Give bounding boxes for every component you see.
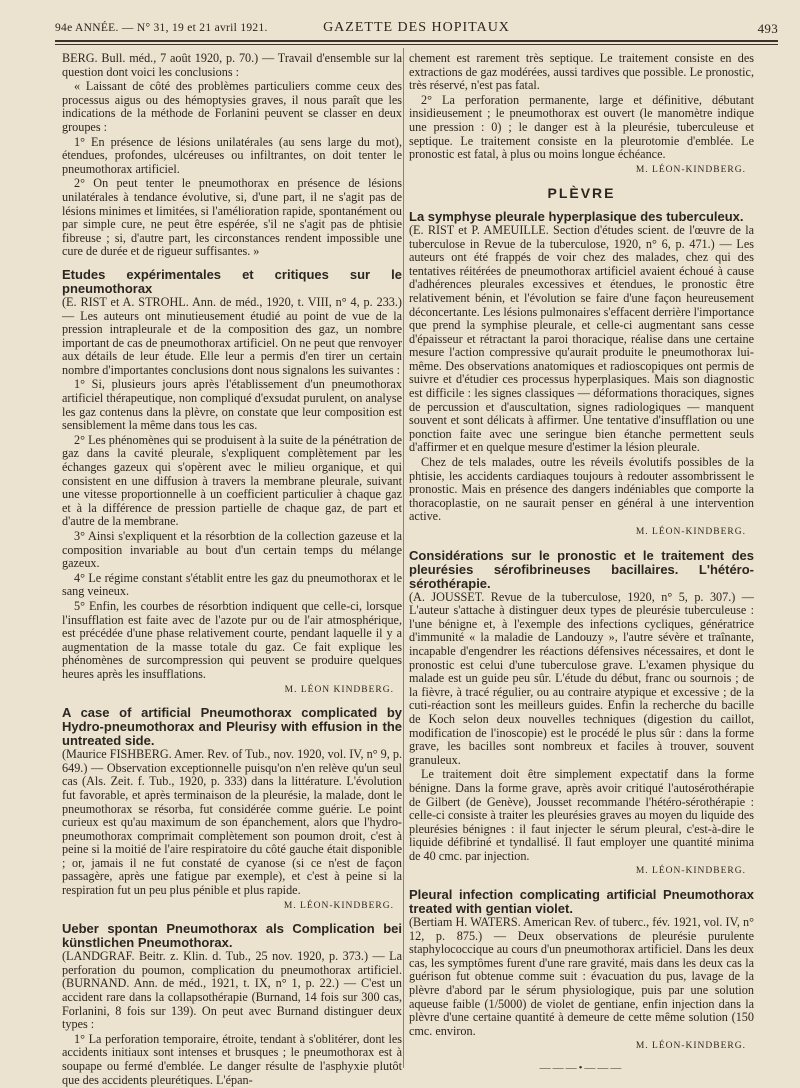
article-paragraph: (Maurice FISHBERG. Amer. Rev. of Tub., nov. 1920, vol. IV, n° 9, p. 649.) — Observation exceptionnelle puisqu'on n'en relève qu'un seul cas (Als. Zeit. f. Tub., 1920, p. 333) dans la littérature. L'évolution fut favorable, et après terminaison de la pleurésie, la malade, dont le pneumothorax se résorba, fut considérée comme guérie. Le point curieux est qu'au maximum de son épanchement, alors que l'hydro-pneumothorax comprimait complètement son poumon droit, c'est à peine si la moitié de l'aire respiratoire du côté gauche était disponible ; or, jamais il ne fut constaté de cyanose (si ce n'est de façon passagère, après une fatigue par exemple), et c'est à peine si la respiration fut un peu plus pénible et plus rapide.	[62, 747, 402, 898]
column-divider	[403, 48, 404, 1068]
article-paragraph: Chez de tels malades, outre les réveils évolutifs possibles de la phtisie, les accidents cardiaques toujours à redouter assombrissent le pronostic. Mais en présence des dangers indéniables que comporte la thoracoplastie, on ne saurait penser en général à une intervention active.	[409, 455, 754, 524]
journal-title: GAZETTE DES HOPITAUX	[323, 20, 510, 35]
author-signature: M. LÉON-KINDBERG.	[635, 164, 746, 175]
article-title: Considérations sur le pronostic et le traitement des pleurésies sérofibrineuses bacillaires. L'hétéro-sérothérapie.	[409, 547, 754, 591]
issue-line: 94e ANNÉE. — N° 31, 19 et 21 avril 1921.	[55, 22, 268, 34]
left-column	[62, 52, 402, 1088]
article-paragraph: 2° Les phénomènes qui se produisent à la suite de la pénétration de gaz dans la cavité pleurale, s'expliquent complètement par les échanges gazeux qui s'opèrent avec le milieu organique, et qui consistent en une diffusion à travers la membrane pleurale, suivant une vitesse proportionnelle à un coefficient particulier à chaque gaz et à la différence de pression partielle de chaque gaz, de part et d'autre de la membrane.	[62, 432, 402, 529]
article-title: Pleural infection complicating artificial Pneumothorax treated with gentian violet.	[409, 887, 754, 917]
article-paragraph: 4° Le régime constant s'établit entre les gaz du pneumothorax et le sang veineux.	[62, 570, 402, 599]
author-signature: M. LÉON-KINDBERG.	[283, 900, 394, 911]
article-title: A case of artificial Pneumothorax complicated by Hydro-pneumothorax and Pleurisy with effusion in the untreated side.	[62, 705, 402, 749]
header-rule	[55, 40, 778, 42]
article-title: Etudes expérimentales et critiques sur le pneumothorax	[62, 266, 402, 296]
author-signature: M. LÉON KINDBERG.	[284, 684, 394, 695]
article-title: La symphyse pleurale hyperplasique des tuberculeux.	[409, 208, 744, 224]
article-paragraph: 3° Ainsi s'expliquent et la résorbtion de la collection gazeuse et la composition invariable au bout d'un certain temps du mélange gazeux.	[62, 529, 402, 571]
article-title: Ueber spontan Pneumothorax als Complication bei künstlichen Pneumothorax.	[62, 921, 402, 951]
article-paragraph: (LANDGRAF. Beitr. z. Klin. d. Tub., 25 nov. 1920, p. 373.) — La perforation du poumon, complication du pneumothorax artificiel. (BURNAND. Ann. de méd., 1921, t. IX, n° 1, p. 22.) — C'est un accident rare dans la collapsothérapie (Burnand, 14 fois sur 300 cas, Forlanini, 8 fois sur 139). On peut avec Burnand distinguer deux types :	[62, 949, 402, 1032]
intro-paragraph: 2° On peut tenter le pneumothorax en présence de lésions unilatérales à tendance évolutive, si, d'une part, il ne s'agit pas de lésions minimes et limitées, si l'amélioration rapide, spontanément ou par simple cure, ne peut être espérée, s'il ne s'agit pas de phtisie fibreuse ; si, d'autre part, les circonstances rendent impossible une cure de durée et de rigueur suffisantes. »	[62, 176, 402, 259]
continuation-paragraph: 2° La perforation permanente, large et définitive, débutant insidieusement ; le pneumothorax est ouvert (le manomètre indique une pression : 0) ; le danger est à la pleurésie, tuberculeuse et septique. Le traitement consiste en la pleurotomie d'emblée. Le pronostic est fatal, à plus ou moins longue échéance.	[409, 92, 754, 162]
author-signature: M. LÉON-KINDBERG.	[635, 527, 746, 537]
intro-paragraph: 1° En présence de lésions unilatérales (au sens large du mot), étendues, profondes, ulcéreuses ou infiltrantes, on doit tenter le pneumothorax artificiel.	[62, 134, 402, 176]
article-paragraph: (E. RIST et A. STROHL. Ann. de méd., 1920, t. VIII, n° 4, p. 233.) — Les auteurs ont minutieusement étudié au point de vue de la pression intrapleurale et de la composition des gaz, un nombre important de cas de pneumothorax artificiel. On ne peut que renvoyer aux détails de leur étude. Elle leur a permis d'en tirer un certain nombre d'importantes conclusions dont nous signalons les suivantes :	[62, 294, 402, 377]
article-paragraph: 1° La perforation temporaire, étroite, tendant à s'oblitérer, dont les accidents initiaux sont intenses et brusques ; le pneumothorax est à soupape ou fermé d'emblée. Le danger résulte de l'asphyxie plutôt que des accidents pleurétiques. L'épan-	[62, 1031, 402, 1087]
article-paragraph: Le traitement doit être simplement expectatif dans la forme bénigne. Dans la forme grave, après avoir critiqué l'autosérothérapie de Gilbert (de Genève), Jousset recommande l'hétéro-sérothérapie : celle-ci consiste à traiter les pleurésies graves au moyen du liquide des pleurésies bénignes : il faut injecter le sérum pleural, c'est-à-dire le liquide défibriné et tyndallisé. Il faut employer une quantité minima de 40 cmc. par injection.	[409, 767, 754, 863]
page-number: 493	[757, 21, 778, 36]
author-signature: M. LÉON-KINDBERG.	[635, 1041, 746, 1052]
end-ornament: ———•———	[539, 1062, 624, 1074]
section-heading: PLÈVRE	[547, 185, 616, 202]
intro-paragraph: « Laissant de côté des problèmes particuliers comme ceux des processus aigus ou des hémoptysies graves, il nous paraît que les indications de la méthode de Forlanini peuvent se classer en deux groupes :	[62, 79, 402, 134]
article-paragraph: (E. RIST et P. AMEUILLE. Section d'études scient. de l'œuvre de la tuberculose in Revue de la tuberculose, 1920, n° 6, p. 471.) — Les auteurs ont été frappés de voir chez des malades, chez qui des tentatives réitérées de pneumothorax artificiel avaient échoué à cause d'adhérences pleurales excessives et étendues, le pronostic être relativement bénin, et l'évolution se faire d'une façon heureusement déconcertante. Les lésions pulmonaires s'effacent derrière l'importance que prend la symphise pleurale, et celle-ci augmentant sans cesse d'épaisseur et rétractant la paroi thoracique, réalise dans une certaine mesure l'action compressive qu'aurait produite le pneumothorax lui-même. Des observations anatomiques et radioscopiques ont permis de suivre et d'étudier ces processus hyperplasiques. Mais son diagnostic est difficile : les signes classiques — déformations thoraciques, signes de percussion et d'auscultation, signes radiologiques — manquent souvent et sont délicats à affirmer. Une tentative d'insufflation ou une ponction faite avec une seringue bien étanche permettent seuls d'affirmer et en quelque mesure d'estimer la lésion pleurale.	[409, 222, 754, 455]
continuation-paragraph: chement est rarement très septique. Le traitement consiste en des extractions de gaz modérées, aussi tardives que possible. Le pronostic, très réservé, n'est pas fatal.	[409, 51, 754, 93]
header-rule-thin	[55, 44, 778, 45]
article-paragraph: 5° Enfin, les courbes de résorbtion indiquent que celle-ci, lorsque l'insufflation est faite avec de l'azote pur ou de l'air atmosphérique, est précédée d'une phase relativement courte, pendant laquelle il y a augmentation de la masse totale du gaz. Ce fait explique les phénomènes de surcompression qui peuvent se produire quelques heures après les insufflations.	[62, 598, 402, 681]
article-paragraph: (A. JOUSSET. Revue de la tuberculose, 1920, n° 5, p. 307.) — L'auteur s'attache à distinguer deux types de pleurésie tuberculeuse : l'une bénigne et, à l'exemple des infections cycliques, génératrice d'immunité « la maladie de Landouzy », l'autre sévère et traînante, incapable d'engendrer les réactions défensives nécessaires, et dont le pronostic est celui d'une tuberculose grave. L'examen physique du malade est un guide peu sûr. L'étude du début, franc ou sournois ; de la fièvre, à tracé régulier, ou au contraire atypique et excessive ; de la cuti-réaction sont les meilleurs guides. Enfin la recherche du bacille de Koch selon deux nouvelles techniques (digestion du caillot, modification de l'inoscopie) est le procédé le plus sûr : dans la forme grave, les bacilles sont nombreux et faciles à trouver, souvent granuleux.	[409, 589, 754, 767]
running-head	[55, 18, 778, 40]
author-signature: M. LÉON-KINDBERG.	[635, 866, 746, 877]
article-paragraph: 1° Si, plusieurs jours après l'établissement d'un pneumothorax artificiel thérapeutique, non compliqué d'exsudat purulent, on analyse les gaz contenus dans la plèvre, on constate que leur composition est sensiblement la même dans tous les cas.	[62, 377, 402, 433]
right-column	[409, 52, 754, 1076]
intro-paragraph: BERG. Bull. méd., 7 août 1920, p. 70.) — Travail d'ensemble sur la question dont voici les conclusions :	[62, 51, 402, 79]
article-paragraph: (Bertiam H. WATERS. American Rev. of tuberc., fév. 1921, vol. IV, n° 12, p. 875.) — Deux observations de pleurésie purulente staphylococcique au cours d'un pneumothorax artificiel. Dans les deux cas, les symptômes furent d'une rare gravité, mais dans les deux cas la guérison fut obtenue comme suit : évacuation du pus, lavage de la plèvre d'abord par le sérum physiologique, puis par une solution aqueuse faible (1/5000) de violet de gentiane, enfin injection dans la plèvre d'une certaine quantité à demeure de cette même solution (150 cmc. environ.	[409, 915, 754, 1038]
